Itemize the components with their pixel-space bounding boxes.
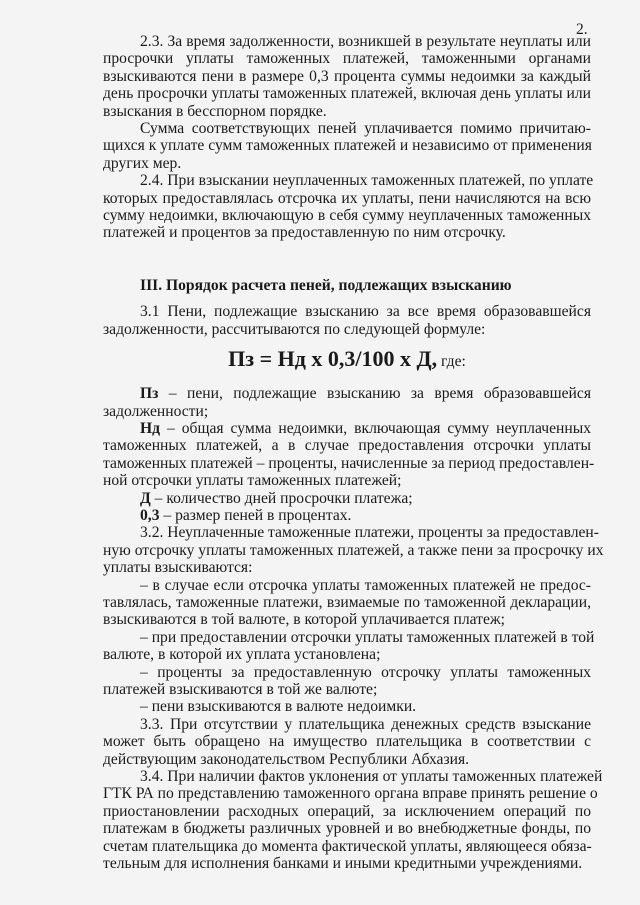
text-line: взыскиваются пени в размере 0,3 процента суммы недоимки за каждый <box>103 67 591 85</box>
text-line: счетам плательщика до момента фактической уплаты, являющееся обяза- <box>103 837 592 855</box>
section-heading: III. Порядок расчета пеней, подлежащих взысканию <box>140 276 512 294</box>
text-line: платежам в бюджеты различных уровней и во внебюджетные фонды, по <box>103 820 591 838</box>
paragraph <box>103 33 591 120</box>
text-line <box>103 490 591 507</box>
page-number: 2. <box>576 21 588 38</box>
paragraph <box>103 577 591 629</box>
paragraph <box>103 120 591 172</box>
text-line: ГТК РА по представлению таможенного органа вправе принять решение о <box>103 785 598 803</box>
paragraph-3-1 <box>103 303 591 338</box>
text-line <box>103 385 591 402</box>
text-line: платежей взыскиваются в той же валюте; <box>103 681 378 698</box>
formula-suffix: где: <box>437 353 466 371</box>
text-line <box>103 507 591 524</box>
paragraph <box>103 716 591 768</box>
text-line: приостановлении расходных операций, за исключением операций по <box>103 802 591 820</box>
text-line: – проценты за предоставленную отсрочку уплаты таможенных <box>140 663 591 681</box>
text-line: 2.3. За время задолженности, возникшей в результате неуплаты или <box>140 33 591 50</box>
text-line: действующим законодательством Республики Абхазия. <box>103 750 470 768</box>
definition-text: – количество дней просрочки платежа; <box>150 489 413 507</box>
definition-text: – общая сумма недоимки, включающая сумму неуплаченных <box>160 419 591 437</box>
text-line <box>103 420 591 437</box>
text-line: взыскания в бесспорном порядке. <box>103 102 327 120</box>
text-line: Сумма соответствующих пеней уплачивается помимо причитаю- <box>140 120 591 138</box>
text-line: 3.3. При отсутствии у плательщика денежных средств взыскание <box>140 715 591 733</box>
definition <box>103 507 591 524</box>
text-line: платежей и процентов за предоставленную по ним отсрочку. <box>103 224 506 242</box>
paragraph <box>103 172 594 242</box>
definition <box>103 385 591 420</box>
text-line: 3.2. Неуплаченные таможенные платежи, проценты за предоставлен- <box>140 524 599 542</box>
definition-text: – пени, подлежащие взысканию за время образовавшейся <box>158 385 591 403</box>
document-body <box>103 33 604 873</box>
text-line: 3.1 Пени, подлежащие взысканию за все время образовавшейся <box>140 303 591 321</box>
text-line: таможенных платежей – проценты, начисленные за период предоставлен- <box>103 454 595 472</box>
penalty-formula <box>103 346 591 375</box>
text-line: – в случае если отсрочка уплаты таможенных платежей не предос- <box>140 576 591 594</box>
paragraph <box>103 628 595 664</box>
text-line: задолженности; <box>103 402 209 420</box>
text-line: тавлялась, таможенные платежи, взимаемые по таможенной декларации, <box>103 593 591 611</box>
definition <box>103 490 591 507</box>
text-line: 3.4. При наличии фактов уклонения от уплаты таможенных платежей <box>140 768 603 786</box>
text-line: задолженности, рассчитываются по следующей формуле: <box>103 320 486 338</box>
text-line: сумму недоимки, включающую в себя сумму неуплаченных таможенных <box>103 207 591 225</box>
section-3-paragraphs <box>103 524 604 873</box>
text-line: которых предоставлялась отсрочка их уплаты, пени начисляются на всю <box>103 189 591 207</box>
text-line: валюте, в которой их уплата установлена; <box>103 646 381 664</box>
section-2-paragraphs <box>103 33 594 242</box>
definition-term: Пз <box>140 385 159 403</box>
definition-text: – размер пеней в процентах. <box>159 506 352 524</box>
paragraph <box>103 664 591 699</box>
definition-term: Нд <box>140 419 161 437</box>
text-line: ную отсрочку уплаты таможенных платежей, а также пени за просрочку их <box>103 541 604 559</box>
text-line: просрочки уплаты таможенных платежей, таможенными органами <box>103 50 591 68</box>
text-line: щихся к уплате сумм таможенных платежей и независимо от применения <box>103 137 592 155</box>
text-line: – при предоставлении отсрочки уплаты таможенных платежей в той <box>140 628 595 646</box>
definition-term: Д <box>140 489 151 507</box>
paragraph <box>103 768 603 873</box>
text-line: взыскиваются в той валюте, в которой уплачивается платеж; <box>103 611 506 629</box>
text-line: уплаты взыскиваются: <box>103 559 253 577</box>
definition-term: 0,3 <box>140 506 160 524</box>
text-line: таможенных платежей, а в случае предоставления отсрочки уплаты <box>103 437 591 455</box>
text-line: тельным для исполнения банками и иными кредитными учреждениями. <box>103 855 583 873</box>
text-line: день просрочки уплаты таможенных платежей, включая день уплаты или <box>103 85 591 103</box>
paragraph <box>103 698 591 715</box>
formula-definitions <box>103 385 595 524</box>
text-line: 2.4. При взыскании неуплаченных таможенных платежей, по уплате <box>140 172 594 190</box>
formula-expression: Пз = Нд х 0,3/100 х Д, <box>228 346 438 372</box>
text-line: других мер. <box>103 154 182 172</box>
text-line: ной отсрочки уплаты таможенных платежей; <box>103 472 402 490</box>
definition <box>103 419 595 490</box>
text-line: может быть обращено на имущество плательщика в соответствии с <box>103 733 591 751</box>
paragraph <box>103 524 604 577</box>
text-line: – пени взыскиваются в валюте недоимки. <box>140 698 417 716</box>
